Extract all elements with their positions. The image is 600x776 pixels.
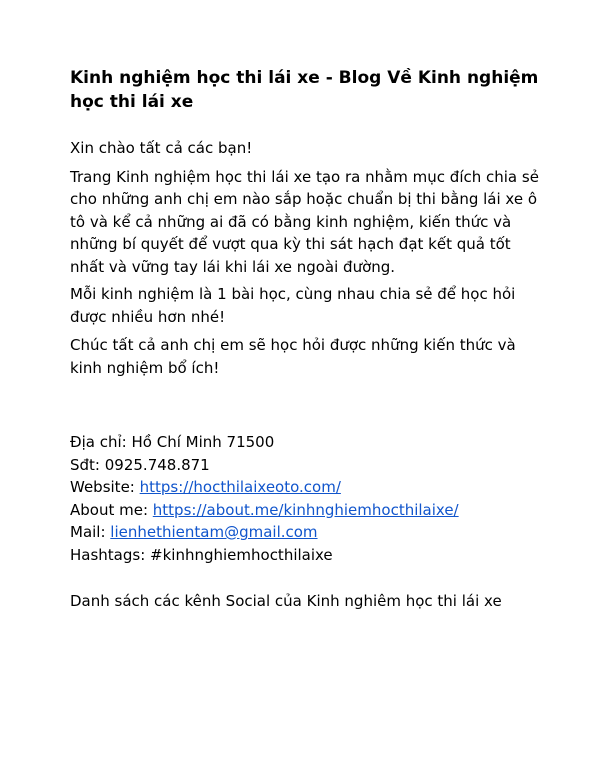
greeting-text: Xin chào tất cả các bạn! [70,139,253,157]
intro-paragraph: Trang Kinh nghiệm học thi lái xe tạo ra nhằm mục đích chia sẻ cho những anh chị em nào sắp hoặc chuẩn bị thi bằng lái xe ô tô và kể cả những ai đã có bằng kinh nghiệm, kiến thức và những bí quyết để vượt qua kỳ thi sát hạch đạt kết quả tốt nhất và vững tay lái khi lái xe ngoài đường. [70,167,539,276]
website-line [70,476,540,499]
document-title: Kinh nghiệm học thi lái xe - Blog Về Kinh nghiệm học thi lái xe [70,68,539,112]
lesson-paragraph: Mỗi kinh nghiệm là 1 bài học, cùng nhau chia sẻ để học hỏi được nhiều hơn nhé! [70,285,516,326]
mail-line [70,521,540,544]
about-link[interactable]: https://about.me/kinhnghiemhocthilaixe/ [152,500,459,519]
contact-block [70,431,540,566]
about-label: About me: [70,500,153,519]
mail-label: Mail: [70,523,111,541]
document-body [70,137,540,613]
wish-paragraph: Chúc tất cả anh chị em sẽ học hỏi được những kiến thức và kinh nghiệm bổ ích! [70,336,516,377]
address-line: Địa chỉ: Hồ Chí Minh 71500 [70,433,275,451]
website-label: Website: [70,478,140,496]
phone-line: Sđt: 0925.748.871 [70,455,210,474]
social-heading: Danh sách các kênh Social của Kinh nghiêm học thi lái xe [70,592,502,610]
mail-link[interactable]: lienhethientam@gmail.com [110,523,318,541]
website-link[interactable]: https://hocthilaixeoto.com/ [139,478,341,496]
hashtags-line: Hashtags: #kinhnghiemhocthilaixe [70,545,333,564]
about-line [70,499,540,522]
